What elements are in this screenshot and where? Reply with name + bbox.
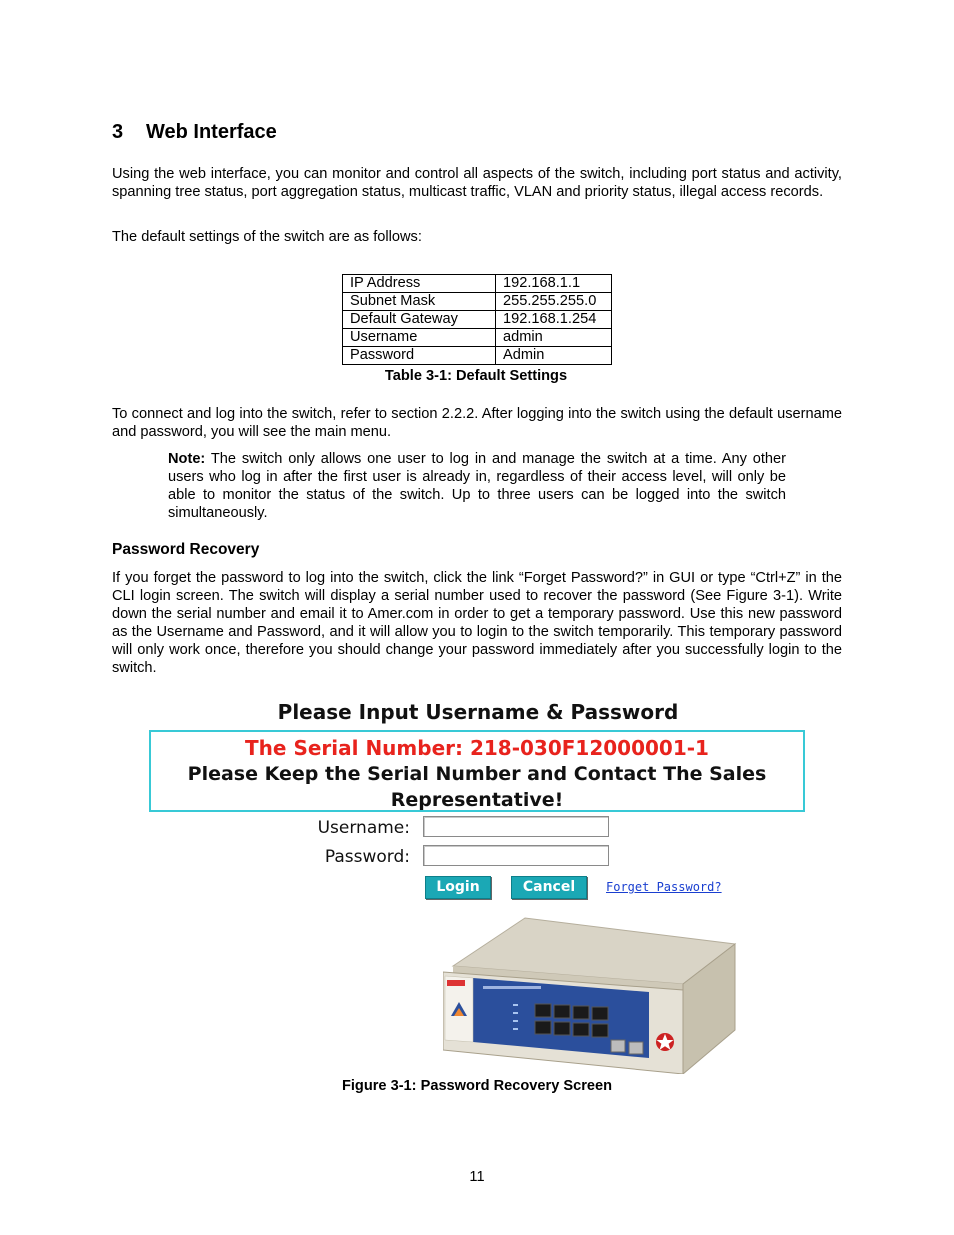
note-block (168, 450, 786, 522)
setting-label: Password (343, 347, 496, 365)
connect-paragraph: To connect and log into the switch, refer to section 2.2.2. After logging into the switch using the default username and password, you will see the main menu. (112, 406, 842, 440)
note-text: The switch only allows one user to log in and manage the switch at a time. Any other users who log in after the first user is already in, regardless of their access level, will only be able to monitor the status of the switch. Up to three users can be logged into the switch simultaneously. (168, 451, 786, 521)
setting-label: IP Address (343, 275, 496, 293)
section-title: Web Interface (146, 121, 277, 143)
setting-value: 255.255.255.0 (496, 293, 612, 311)
figure-caption: Figure 3-1: Password Recovery Screen (341, 1078, 613, 1094)
password-recovery-figure (147, 692, 809, 1076)
setting-value: 192.168.1.1 (496, 275, 612, 293)
setting-label: Default Gateway (343, 311, 496, 329)
login-title: Please Input Username & Password (277, 700, 679, 724)
username-input[interactable] (423, 816, 609, 837)
serial-number-box (149, 730, 805, 812)
default-settings-table (342, 274, 612, 365)
note-label: Note: (168, 451, 206, 467)
setting-value: Admin (496, 347, 612, 365)
setting-value: 192.168.1.254 (496, 311, 612, 329)
password-recovery-heading: Password Recovery (112, 541, 260, 558)
username-label: Username: (317, 818, 410, 838)
password-recovery-paragraph: If you forget the password to log into the switch, click the link “Forget Password?” in GUI or type “Ctrl+Z” in the CLI login screen. The switch will display a serial number used to recover the password (See Figure 3-1). Write down the serial number and email it to Amer.com in order to get a temporary password. Use this new password as the Username and Password, and it will allow you to login to the switch temporarily. This temporary password will only work once, therefore you should change your password immediately after you successfully login to the switch. (112, 570, 842, 676)
contact-sales-line-2: Representative! (390, 789, 564, 811)
section-heading (112, 121, 277, 144)
setting-label: Subnet Mask (343, 293, 496, 311)
setting-value: admin (496, 329, 612, 347)
page-number: 11 (469, 1169, 485, 1185)
password-label: Password: (324, 847, 410, 867)
intro-paragraph: Using the web interface, you can monitor and control all aspects of the switch, including port status and activity, spanning tree status, port aggregation status, multicast traffic, VLAN and priority status, illegal access records. (112, 166, 842, 200)
table-row (343, 347, 612, 365)
section-number: 3 (112, 121, 124, 143)
table-row (343, 329, 612, 347)
table-row (343, 311, 612, 329)
table-row (343, 293, 612, 311)
cancel-button[interactable]: Cancel (511, 876, 587, 899)
setting-label: Username (343, 329, 496, 347)
login-button[interactable]: Login (425, 876, 491, 899)
defaults-intro: The default settings of the switch are as follows: (112, 229, 422, 245)
forgot-password-link[interactable]: Forget Password? (606, 880, 722, 894)
password-input[interactable] (423, 845, 609, 866)
network-switch-image (443, 914, 743, 1074)
serial-number-text: The Serial Number: 218-030F12000001-1 (245, 736, 709, 760)
contact-sales-line-1: Please Keep the Serial Number and Contact The Sales (187, 763, 767, 785)
table-row (343, 275, 612, 293)
table-caption: Table 3-1: Default Settings (384, 368, 568, 384)
